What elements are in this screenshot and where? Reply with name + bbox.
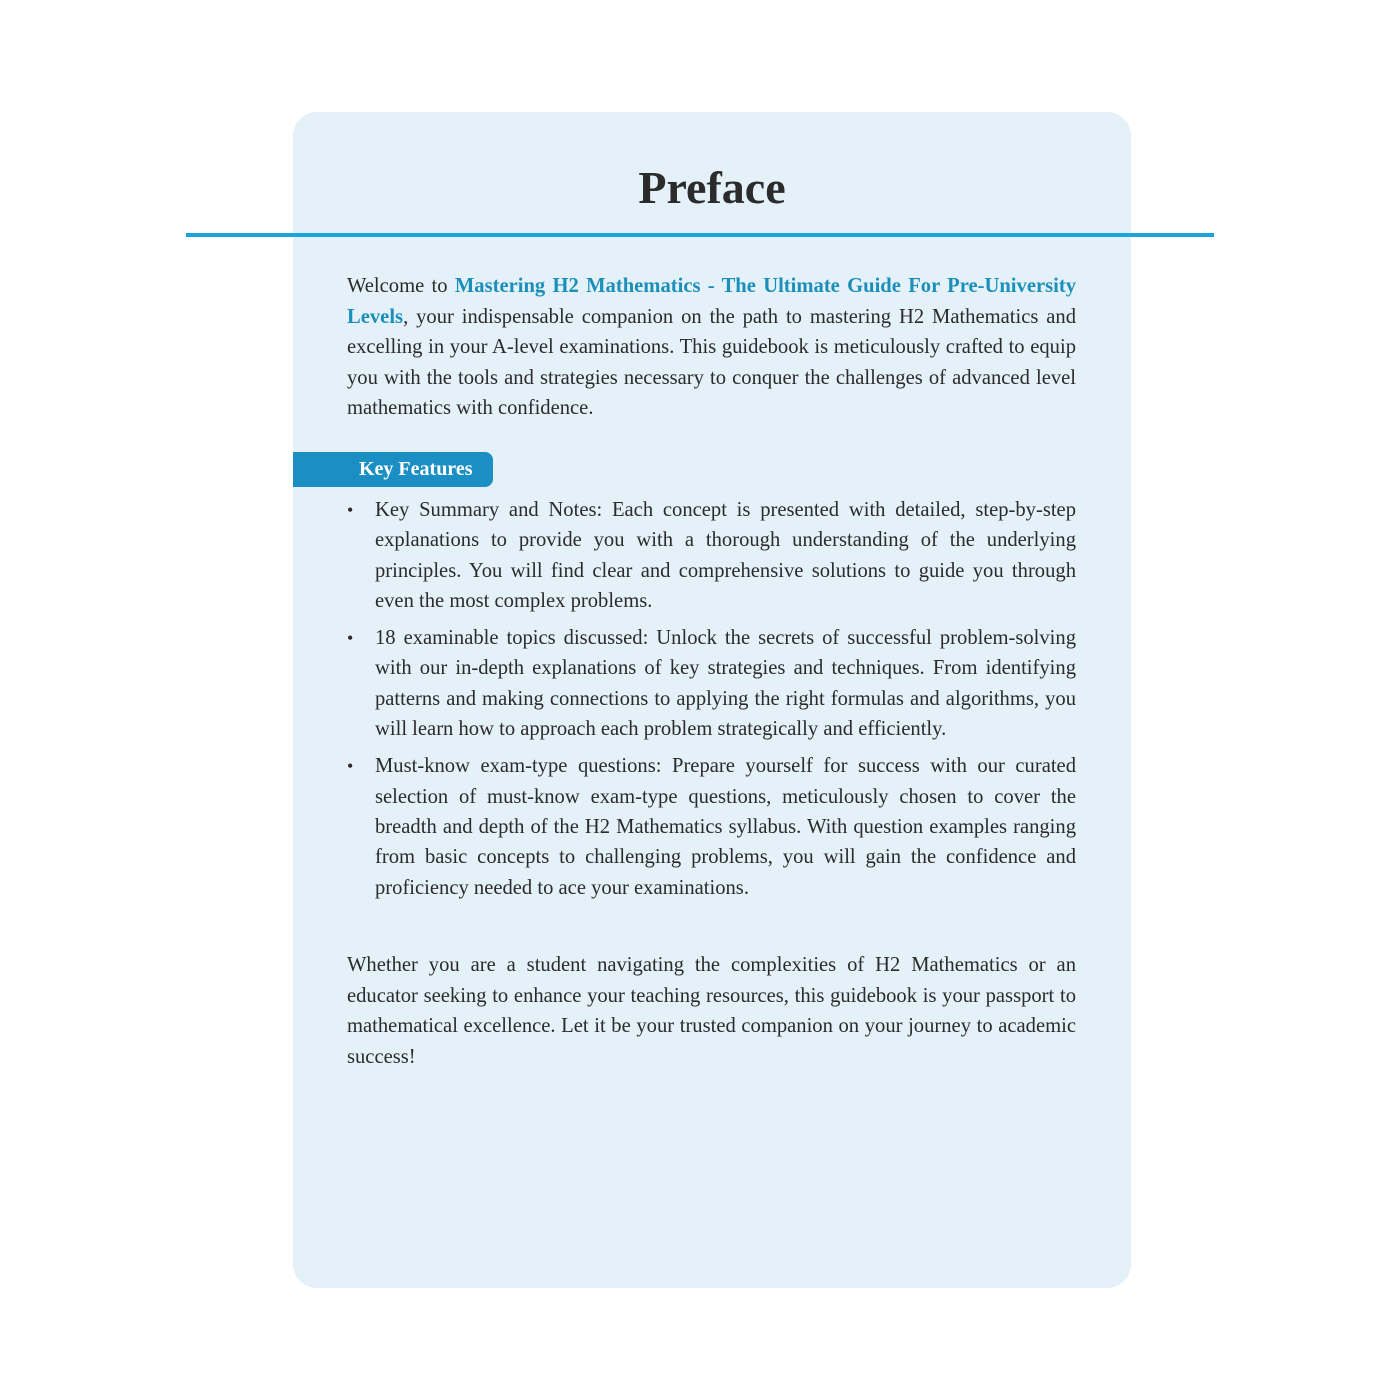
intro-rest: , your indispensable companion on the path to mastering H2 Mathematics and excelling in your A-level examinations. This guidebook is meticulously crafted to equip you with the tools and strategies necessary to conquer the challenges of advanced level mathematics with confidence. xyxy=(347,305,1076,419)
feature-text: Must-know exam-type questions: Prepare yourself for success with our curated selection of must-know exam-type questions, meticulously chosen to cover the breadth and depth of the H2 Mathematics syllabus. With question examples ranging from basic concepts to challenging problems, you will gain the confidence and proficiency needed to ace your examinations. xyxy=(375,755,1076,899)
title-divider xyxy=(186,233,1214,237)
page-title: Preface xyxy=(638,162,786,213)
bullet-icon: • xyxy=(347,628,354,649)
feature-text: 18 examinable topics discussed: Unlock the secrets of successful problem-solving with our in-depth explanations of key strategies and techniques. From identifying patterns and making connections to applying the right formulas and algorithms, you will learn how to approach each problem strategically and efficiently. xyxy=(375,627,1076,741)
intro-lead: Welcome to xyxy=(347,275,455,297)
bullet-icon: • xyxy=(347,500,354,520)
key-features-heading: Key Features xyxy=(293,452,493,487)
key-features-list xyxy=(347,495,1076,910)
feature-text: Key Summary and Notes: Each concept is presented with detailed, step-by-step explanations to provide you with a thorough understanding of the underlying principles. You will find clear and comprehensive solutions to guide you through even the most complex problems. xyxy=(375,499,1076,612)
list-item xyxy=(347,751,1076,902)
book-title: Mastering H2 Mathematics - The Ultimate Guide For Pre-University Levels xyxy=(347,275,1077,328)
list-item xyxy=(347,623,1076,744)
bullet-icon: • xyxy=(347,756,354,777)
closing-paragraph: Whether you are a student navigating the complexities of H2 Mathematics or an educator seeking to enhance your teaching resources, this guidebook is your passport to mathematical excellence. Let it be your trusted companion on your journey to academic success! xyxy=(347,954,1076,1068)
list-item xyxy=(347,495,1076,616)
intro-paragraph xyxy=(347,271,1076,424)
